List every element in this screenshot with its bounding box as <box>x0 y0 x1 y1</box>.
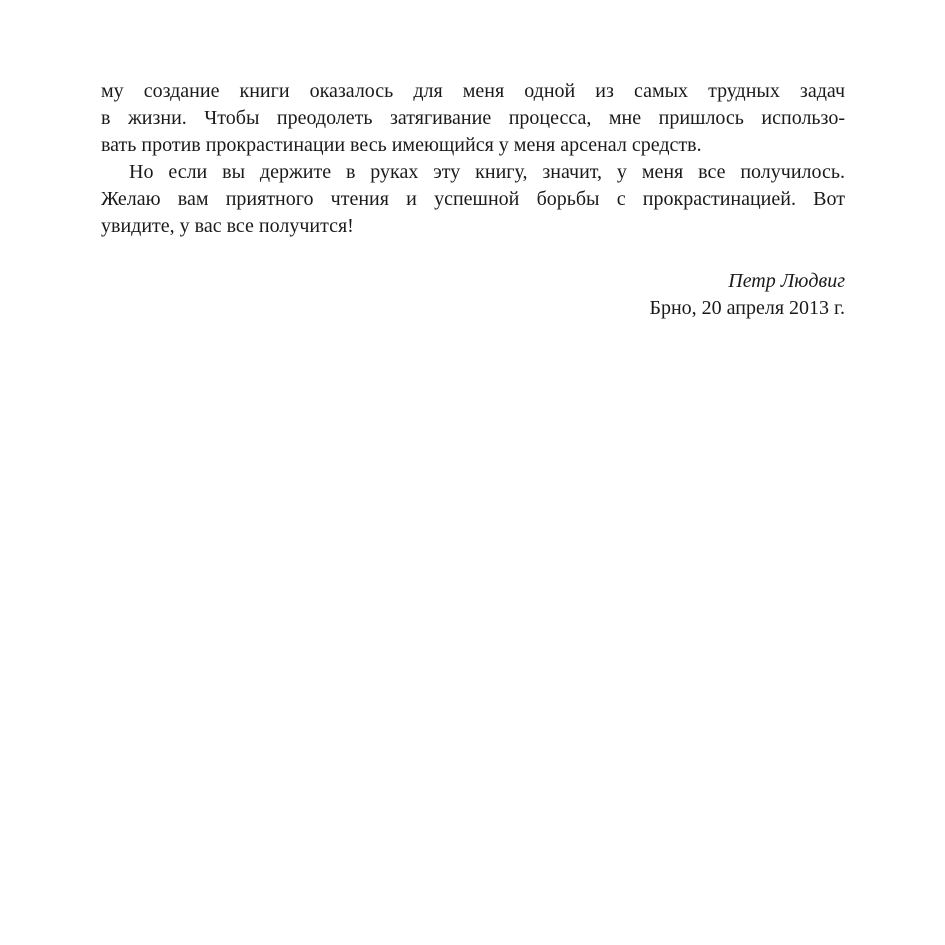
text-line: в жизни. Чтобы преодолеть затягивание процесса, мне пришлось использо- <box>101 107 845 129</box>
text-line: му создание книги оказалось для меня одной из самых трудных задач <box>101 80 845 102</box>
text-line: Но если вы держите в руках эту книгу, значит, у меня все получилось. <box>129 161 845 183</box>
place-and-date: Брно, 20 апреля 2013 г. <box>649 297 845 319</box>
paragraph-2 <box>101 159 845 240</box>
author-name: Петр Людвиг <box>728 270 845 292</box>
text-line: вать против прокрастинации весь имеющийся у меня арсенал средств. <box>101 134 702 156</box>
text-line: увидите, у вас все получится! <box>101 215 354 237</box>
paragraph-1 <box>101 78 845 159</box>
text-line: Желаю вам приятного чтения и успешной борьбы с прокрастинацией. Вот <box>101 188 845 210</box>
body-text <box>101 78 845 240</box>
signature-block <box>649 268 845 322</box>
